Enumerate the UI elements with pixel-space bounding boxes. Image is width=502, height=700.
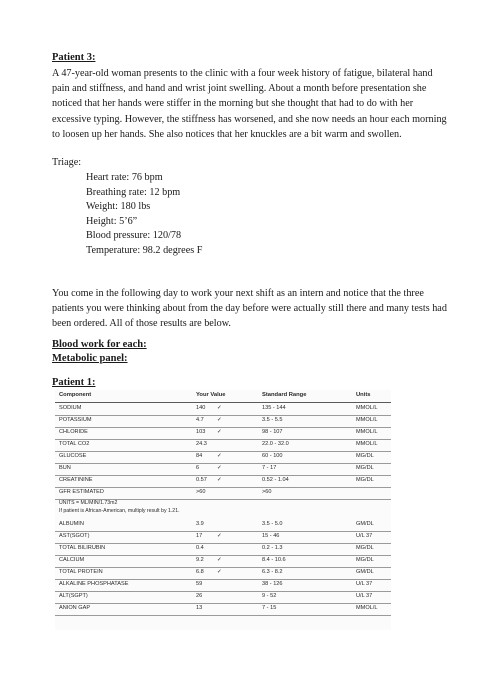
- lab-range: 15 - 46: [262, 533, 280, 539]
- col-units: Units: [356, 392, 371, 398]
- patient3-title: Patient 3:: [52, 52, 96, 63]
- lab-component: BUN: [59, 465, 71, 471]
- lab-component: GFR ESTIMATED: [59, 489, 104, 495]
- lab-value: 9.2: [196, 557, 204, 563]
- metabolic-header: Metabolic panel:: [52, 353, 128, 364]
- check-mark-icon: ✓: [217, 557, 222, 563]
- lab-range: 8.4 - 10.6: [262, 557, 286, 563]
- lab-unit: MMOL/L: [356, 605, 378, 611]
- vital-blood-pressure: Blood pressure: 120/78: [86, 230, 182, 242]
- lab-range: 0.52 - 1.04: [262, 477, 289, 483]
- lab-value: 6: [196, 465, 200, 471]
- lab-value: 103: [196, 429, 206, 435]
- vital-weight: Weight: 180 lbs: [86, 201, 151, 213]
- lab-unit: MG/DL: [356, 557, 374, 563]
- lab-unit: U/L 37: [356, 593, 373, 599]
- units-note: UNITS = ML/MIN/1.73m2: [59, 500, 118, 506]
- lab-unit: GM/DL: [356, 521, 374, 527]
- check-mark-icon: ✓: [217, 533, 222, 539]
- lab-range: 60 - 100: [262, 453, 283, 459]
- check-mark-icon: ✓: [217, 453, 222, 459]
- lab-component: ALKALINE PHOSPHATASE: [59, 581, 129, 587]
- check-mark-icon: ✓: [217, 465, 222, 471]
- lab-range: 38 - 126: [262, 581, 283, 587]
- lab-component: TOTAL BILIRUBIN: [59, 545, 106, 551]
- lab-range: 6.3 - 8.2: [262, 569, 283, 575]
- lab-range: 7 - 15: [262, 605, 277, 611]
- lab-range: >60: [262, 489, 272, 495]
- lab-results-table: [55, 390, 391, 630]
- lab-range: 135 - 144: [262, 405, 286, 411]
- vital-height: Height: 5’6”: [86, 215, 138, 227]
- lab-value: >60: [196, 489, 206, 495]
- patient3-history: A 47-year-old woman presents to the clinic with a four week history of fatigue, bilateral hand pain and stiffness, and hand and wrist joint swelling. About a month before presentation she noticed that her hands were stiffer in the morning but she thought that had to do with her excessive typing. However, the stiffness has worsened, and she now needs an hour each morning to loosen up her hands. She also notices that her knuckles are a bit warm and swollen.: [52, 68, 447, 140]
- followup-paragraph: You come in the following day to work your next shift as an intern and notice that the three patients you were thinking about from the day before were actually still there and many tests had been ordered. All of those results are below.: [52, 288, 447, 330]
- bloodwork-header: Blood work for each:: [52, 339, 147, 350]
- col-range: Standard Range: [262, 392, 307, 398]
- lab-component: ALT(SGPT): [59, 593, 88, 599]
- lab-range: 0.2 - 1.3: [262, 545, 283, 551]
- lab-component: TOTAL CO2: [59, 441, 90, 447]
- lab-range: 7 - 17: [262, 465, 277, 471]
- lab-value: 4.7: [196, 417, 204, 423]
- lab-unit: MG/DL: [356, 453, 374, 459]
- lab-component: CHLORIDE: [59, 429, 88, 435]
- check-mark-icon: ✓: [217, 429, 222, 435]
- lab-component: AST(SGOT): [59, 533, 90, 539]
- lab-unit: MMOL/L: [356, 429, 378, 435]
- col-component: Component: [59, 392, 92, 398]
- lab-value: 0.4: [196, 545, 204, 551]
- lab-component: ANION GAP: [59, 605, 91, 611]
- lab-unit: GM/DL: [356, 569, 374, 575]
- lab-value: 26: [196, 593, 203, 599]
- lab-range: 9 - 52: [262, 593, 277, 599]
- lab-component: SODIUM: [59, 405, 82, 411]
- vital-breathing-rate: Breathing rate: 12 bpm: [86, 186, 181, 198]
- lab-unit: MMOL/L: [356, 417, 378, 423]
- lab-range: 98 - 107: [262, 429, 283, 435]
- lab-range: 3.5 - 5.5: [262, 417, 283, 423]
- lab-unit: MG/DL: [356, 477, 374, 483]
- lab-unit: U/L 37: [356, 581, 373, 587]
- lab-component: CALCIUM: [59, 557, 85, 563]
- vitals-list: [86, 171, 202, 259]
- lab-value: 59: [196, 581, 203, 587]
- lab-component: TOTAL PROTEIN: [59, 569, 103, 575]
- col-value: Your Value: [196, 392, 226, 398]
- vital-heart-rate: Heart rate: 76 bpm: [86, 172, 163, 183]
- lab-value: 84: [196, 453, 203, 459]
- lab-component: ALBUMIN: [59, 521, 84, 527]
- check-mark-icon: ✓: [217, 417, 222, 423]
- lab-unit: U/L 37: [356, 533, 373, 539]
- lab-row: [55, 603, 391, 616]
- lab-unit: MMOL/L: [356, 441, 378, 447]
- lab-value: 24.3: [196, 441, 207, 447]
- check-mark-icon: ✓: [217, 569, 222, 575]
- lab-row: [55, 487, 391, 500]
- check-mark-icon: ✓: [217, 477, 222, 483]
- lab-range: 22.0 - 32.0: [262, 441, 289, 447]
- lab-value: 140: [196, 405, 206, 411]
- lab-unit: MG/DL: [356, 545, 374, 551]
- lab-table-header: [55, 390, 391, 403]
- lab-component: CREATININE: [59, 477, 93, 483]
- lab-value: 17: [196, 533, 203, 539]
- lab-unit: MMOL/L: [356, 405, 378, 411]
- triage-label: Triage:: [52, 157, 82, 168]
- lab-value: 0.57: [196, 477, 207, 483]
- lab-value: 6.8: [196, 569, 204, 575]
- check-mark-icon: ✓: [217, 405, 222, 411]
- patient1-title: Patient 1:: [52, 377, 96, 388]
- vital-temperature: Temperature: 98.2 degrees F: [86, 244, 203, 256]
- lab-component: GLUCOSE: [59, 453, 87, 459]
- african-american-note: If patient is African-American, multiply result by 1.21.: [59, 508, 180, 514]
- lab-component: POTASSIUM: [59, 417, 92, 423]
- lab-range: 3.5 - 5.0: [262, 521, 283, 527]
- lab-value: 3.9: [196, 521, 204, 527]
- lab-value: 13: [196, 605, 203, 611]
- lab-unit: MG/DL: [356, 465, 374, 471]
